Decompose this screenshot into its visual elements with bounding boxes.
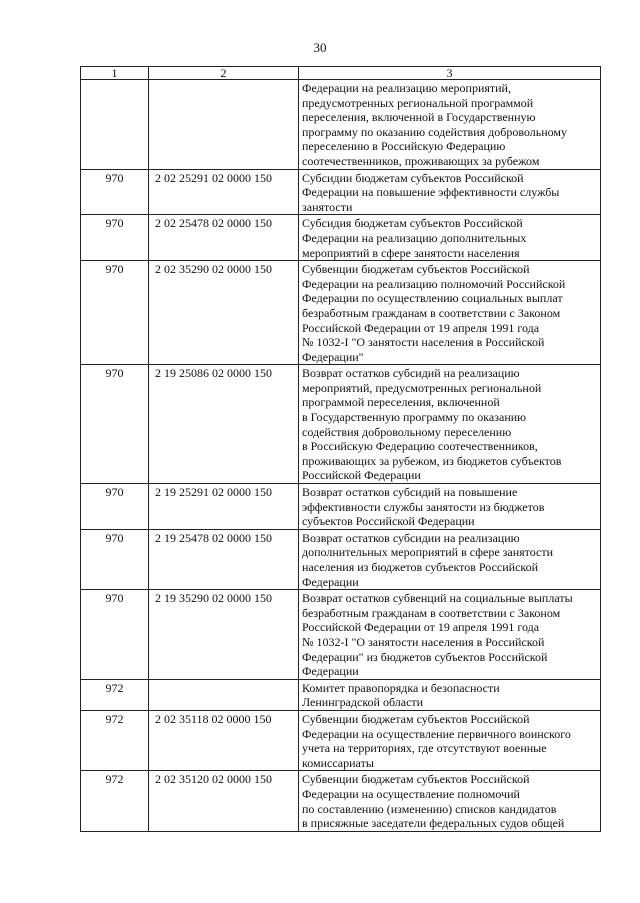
description-cell-text: Возврат остатков субсидии на реализацию дополнительных мероприятий в сфере занятости населения из бюджетов субъектов Российской Федерации [302, 530, 554, 589]
admin-code-cell [81, 365, 149, 484]
admin-code-cell [81, 484, 149, 530]
description-cell [299, 679, 601, 710]
kbk-code-cell [149, 365, 299, 484]
admin-code-cell-text: 970 [105, 530, 124, 545]
kbk-code-cell-text: 2 02 35118 02 0000 150 [155, 711, 272, 726]
description-cell-text: Возврат остатков субсидий на повышение эффективности службы занятости из бюджетов субъектов Российской Федерации [302, 485, 545, 529]
budget-codes-table [80, 66, 601, 832]
admin-code-cell-text: 970 [105, 591, 124, 606]
description-cell [299, 261, 601, 365]
admin-code-cell-text: 972 [105, 680, 124, 695]
description-cell-text: Субвенции бюджетам субъектов Российской Федерации на осуществление первичного воинского учета на территориях, где отсутствуют военные комиссариаты [302, 711, 571, 770]
description-cell-text: Субвенции бюджетам субъектов Российской Федерации на осуществление полномочий по составлению (изменению) списков кандидатов в присяжные заседатели федеральных судов общей [302, 772, 565, 831]
page-number: 30 [313, 40, 327, 55]
admin-code-cell-text: 972 [105, 772, 124, 787]
kbk-code-cell-text: 2 02 35290 02 0000 150 [155, 262, 272, 277]
description-cell [299, 710, 601, 770]
description-cell-text: Субсидия бюджетам субъектов Российской Федерации на реализацию дополнительных мероприятий в сфере занятости населения [302, 216, 527, 260]
description-cell-text: Возврат остатков субсидий на реализацию мероприятий, предусмотренных региональной программой переселения, включенной в Государственную программу по оказанию содействия добровольному переселению в Российскую Федерацию соотечественников, проживающих за рубежом, из бюджетов субъектов Российской Федерации [302, 366, 562, 483]
kbk-code-cell-text: 2 19 25086 02 0000 150 [155, 366, 272, 381]
kbk-code-cell-text: 2 19 35290 02 0000 150 [155, 591, 272, 606]
description-cell [299, 169, 601, 215]
kbk-code-cell [149, 590, 299, 680]
admin-code-cell-text: 972 [105, 711, 124, 726]
kbk-code-cell [149, 261, 299, 365]
column-header-1: 1 [81, 67, 149, 80]
kbk-code-cell [149, 771, 299, 831]
kbk-code-cell [149, 710, 299, 770]
table-row [81, 710, 601, 770]
admin-code-cell [81, 529, 149, 589]
description-cell [299, 529, 601, 589]
admin-code-cell-text: 970 [105, 366, 124, 381]
kbk-code-cell-text: 2 19 25478 02 0000 150 [155, 530, 272, 545]
description-cell [299, 484, 601, 530]
description-cell [299, 771, 601, 831]
description-cell-text: Субсидии бюджетам субъектов Российской Федерации на повышение эффективности службы занятости [302, 170, 560, 214]
description-cell [299, 215, 601, 261]
description-cell [299, 80, 601, 170]
table-row [81, 484, 601, 530]
description-cell-text: Федерации на реализацию мероприятий, предусмотренных региональной программой переселения, включенной в Государственную программу по оказанию содействия добровольному переселению в Российскую Федерацию соотечественников, проживающих за рубежом [302, 81, 568, 168]
kbk-code-cell-text: 2 02 35120 02 0000 150 [155, 772, 272, 787]
kbk-code-cell [149, 80, 299, 170]
table-row [81, 261, 601, 365]
table-row [81, 771, 601, 831]
kbk-code-cell-text: 2 19 25291 02 0000 150 [155, 485, 272, 500]
table-row [81, 365, 601, 484]
kbk-code-cell [149, 169, 299, 215]
kbk-code-cell [149, 679, 299, 710]
table-row [81, 529, 601, 589]
admin-code-cell [81, 261, 149, 365]
description-cell-text: Субвенции бюджетам субъектов Российской Федерации на реализацию полномочий Российской Федерации по осуществлению социальных выплат безработным гражданам в соответствии с Законом Российской Федерации от 19 апреля 1991 года № 1032-I "О занятости населения в Российской Федерации" [302, 262, 566, 364]
table-row [81, 169, 601, 215]
kbk-code-cell [149, 215, 299, 261]
admin-code-cell [81, 710, 149, 770]
description-cell-text: Возврат остатков субвенций на социальные выплаты безработным гражданам в соответствии с Законом Российской Федерации от 19 апреля 1991 года № 1032-I "О занятости населения в Российской Федерации" из бюджетов субъектов Российской Федерации [302, 591, 573, 679]
column-header-3: 3 [299, 67, 601, 80]
column-header-2: 2 [149, 67, 299, 80]
admin-code-cell [81, 169, 149, 215]
admin-code-cell-text: 970 [105, 170, 124, 185]
description-cell [299, 365, 601, 484]
admin-code-cell [81, 80, 149, 170]
admin-code-cell-text: 970 [105, 262, 124, 277]
kbk-code-cell-text: 2 02 25291 02 0000 150 [155, 170, 272, 185]
admin-code-cell [81, 590, 149, 680]
description-cell-text: Комитет правопорядка и безопасности Ленинградской области [302, 680, 500, 710]
admin-code-cell-text: 970 [105, 485, 124, 500]
admin-code-cell-text: 970 [105, 216, 124, 231]
table-row [81, 590, 601, 680]
description-cell [299, 590, 601, 680]
kbk-code-cell [149, 484, 299, 530]
table-header-row [81, 67, 601, 80]
table-row [81, 80, 601, 170]
admin-code-cell [81, 771, 149, 831]
admin-code-cell [81, 679, 149, 710]
kbk-code-cell [149, 529, 299, 589]
kbk-code-cell-text: 2 02 25478 02 0000 150 [155, 216, 272, 231]
table-row [81, 679, 601, 710]
table-row [81, 215, 601, 261]
admin-code-cell [81, 215, 149, 261]
